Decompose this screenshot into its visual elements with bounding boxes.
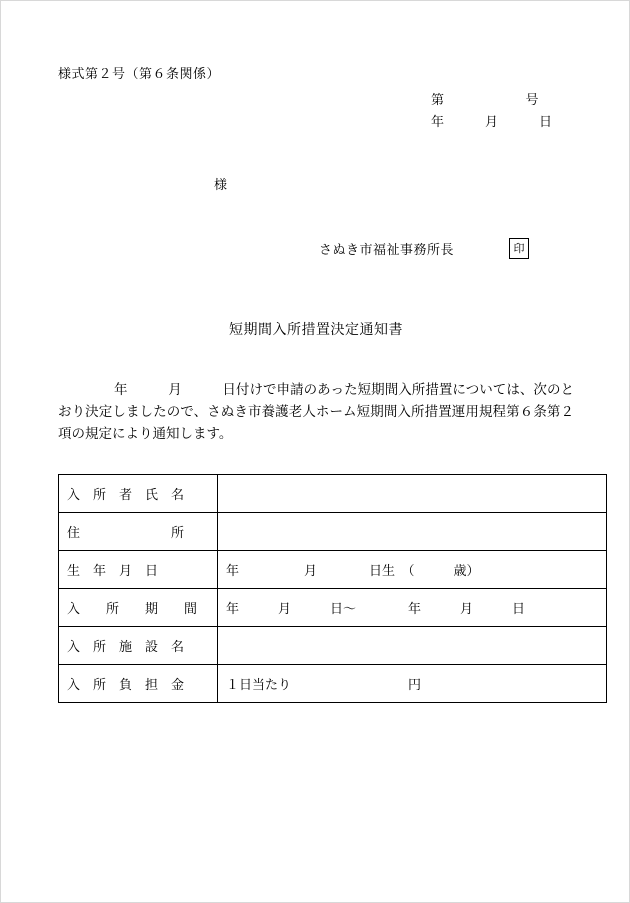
page-title: 短期間入所措置決定通知書 — [229, 323, 403, 338]
row-label-name: 入 所 者 氏 名 — [59, 475, 218, 513]
body-remaining-text: おり決定しましたので、さぬき市養護老人ホーム短期間入所措置運用規程第６条第２項の規定により通知します。 — [58, 404, 574, 441]
row-label-birthdate: 生 年 月 日 — [59, 551, 218, 589]
body-first-line: 年 月 日付けで申請のあった短期間入所措置については、次のと — [114, 382, 574, 397]
document-number-line: 第 号 — [431, 92, 540, 107]
table-row — [59, 475, 607, 513]
row-label-period: 入 所 期 間 — [59, 589, 218, 627]
seal-stamp-icon: 印 — [509, 238, 529, 259]
row-value-address[interactable] — [218, 513, 607, 551]
row-label-address: 住 所 — [59, 513, 218, 551]
row-value-fee[interactable]: １日当たり 円 — [218, 665, 607, 703]
form-number: 様式第２号（第６条関係） — [58, 66, 221, 81]
addressee-line: 様 — [214, 177, 228, 192]
info-table — [58, 474, 607, 703]
document-body — [1, 1, 630, 903]
row-label-fee: 入 所 負 担 金 — [59, 665, 218, 703]
table-row — [59, 551, 607, 589]
row-value-name[interactable] — [218, 475, 607, 513]
table-row — [59, 513, 607, 551]
row-label-facility: 入 所 施 設 名 — [59, 627, 218, 665]
issuer-name: さぬき市福祉事務所長 — [319, 242, 455, 257]
body-paragraph — [58, 379, 574, 445]
table-row — [59, 665, 607, 703]
row-value-period[interactable]: 年 月 日～ 年 月 日 — [218, 589, 607, 627]
row-value-birthdate[interactable]: 年 月 日生 （ 歳） — [218, 551, 607, 589]
row-value-facility[interactable] — [218, 627, 607, 665]
table-row — [59, 589, 607, 627]
document-date-line: 年 月 日 — [431, 114, 553, 129]
table-row — [59, 627, 607, 665]
